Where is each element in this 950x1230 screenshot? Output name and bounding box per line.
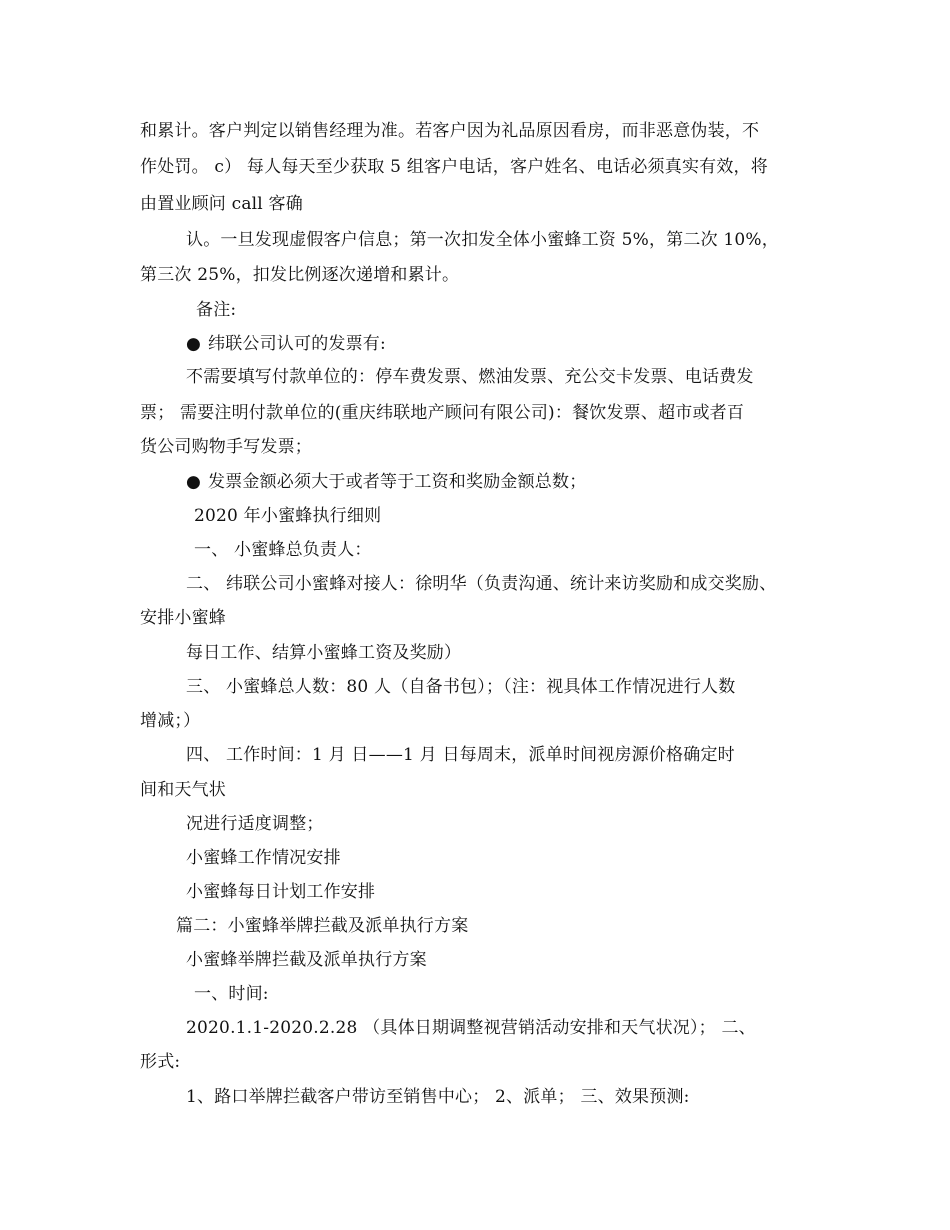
section-title: 篇二：小蜜蜂举牌拦截及派单执行方案 <box>176 916 469 936</box>
text-line: 作处罚。 c） 每人每天至少获取 5 组客户电话，客户姓名、电话必须真实有效，将 <box>140 157 768 177</box>
text-line: 一、时间: <box>194 984 269 1004</box>
text-line: 2020.1.1-2020.2.28 （具体日期调整视营销活动安排和天气状况）； 二、 <box>186 1018 756 1038</box>
text-line: 形式: <box>140 1052 181 1072</box>
text-line: 一、 小蜜蜂总负责人： <box>194 540 372 560</box>
bullet-icon: ● <box>186 472 202 492</box>
text-line: 不需要填写付款单位的：停车费发票、燃油发票、充公交卡发票、电话费发 <box>186 367 754 387</box>
bullet-icon: ● <box>186 334 202 354</box>
bullet-text: 纬联公司认可的发票有: <box>208 334 386 354</box>
text-line: 小蜜蜂每日计划工作安排 <box>186 882 376 902</box>
text-line: 每日工作、结算小蜜蜂工资及奖励） <box>186 643 462 663</box>
bullet-text: 发票金额必须大于或者等于工资和奖励金额总数； <box>208 472 587 492</box>
text-line: 安排小蜜蜂 <box>140 608 226 628</box>
text-line: 四、 工作时间：1 月 日——1 月 日每周末，派单时间视房源价格确定时 <box>186 745 735 765</box>
text-line: 票； 需要注明付款单位的(重庆纬联地产顾问有限公司)：餐饮发票、超市或者百 <box>140 403 745 423</box>
text-line: 小蜜蜂工作情况安排 <box>186 848 341 868</box>
bullet-item <box>186 334 386 354</box>
section-title: 2020 年小蜜蜂执行细则 <box>194 506 382 526</box>
text-line: 和累计。客户判定以销售经理为准。若客户因为礼品原因看房，而非恶意伪装，不 <box>140 121 760 141</box>
text-line: 由置业顾问 call 客确 <box>140 194 303 214</box>
text-line: 1、路口举牌拦截客户带访至销售中心； 2、派单； 三、效果预测: <box>186 1087 690 1107</box>
remarks-heading: 备注: <box>196 300 237 320</box>
text-line: 认。一旦发现虚假客户信息；第一次扣发全体小蜜蜂工资 5%，第二次 10%， <box>186 230 779 250</box>
text-line: 二、 纬联公司小蜜蜂对接人：徐明华（负责沟通、统计来访奖励和成交奖励、 <box>186 574 777 594</box>
text-line: 三、 小蜜蜂总人数：80 人（自备书包）；（注：视具体工作情况进行人数 <box>186 677 736 697</box>
text-line: 况进行适度调整； <box>186 814 324 834</box>
text-line: 小蜜蜂举牌拦截及派单执行方案 <box>186 950 427 970</box>
text-line: 第三次 25%，扣发比例逐次递增和累计。 <box>140 265 460 285</box>
text-line: 增减；） <box>140 711 201 731</box>
text-line: 间和天气状 <box>140 780 226 800</box>
text-line: 货公司购物手写发票； <box>140 437 312 457</box>
bullet-item <box>186 472 586 492</box>
